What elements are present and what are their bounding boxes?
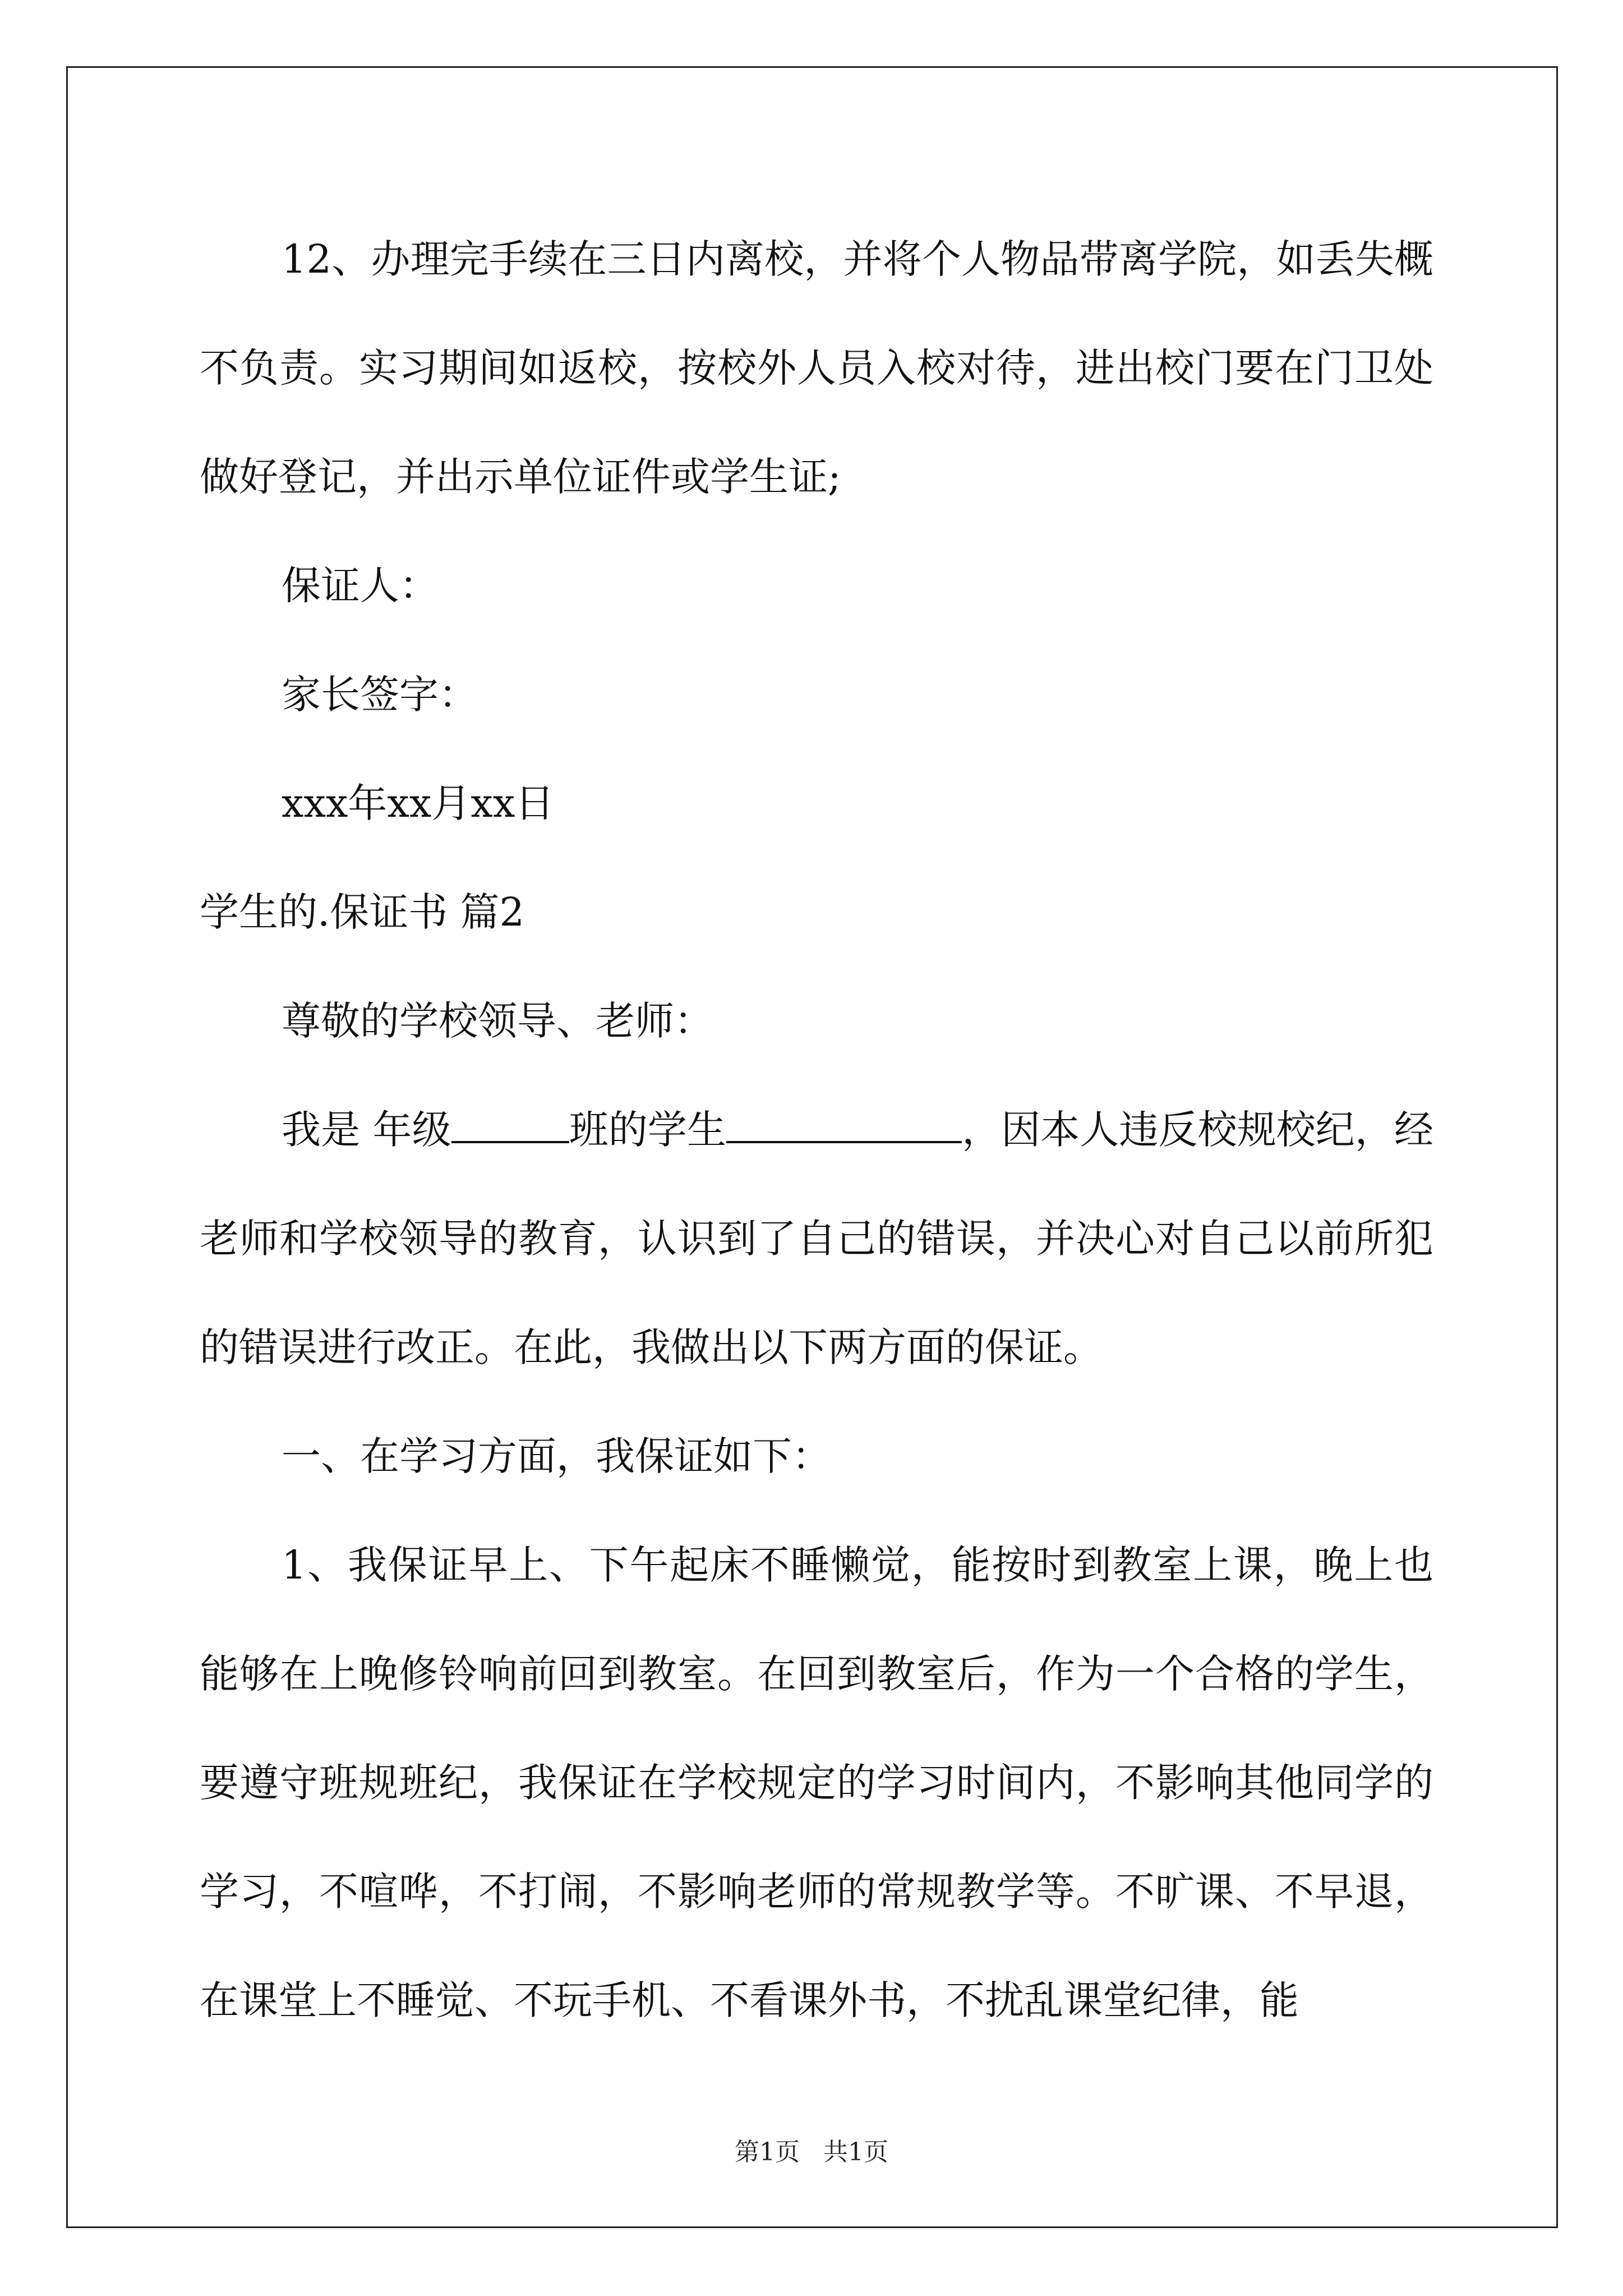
paragraph-item-12: 12、办理完手续在三日内离校，并将个人物品带离学院，如丢失概不负责。实习期间如返校，按校外人员入校对待，进出校门要在门卫处做好登记，并出示单位证件或学生证; [200, 236, 1433, 500]
guarantor-label: 保证人： [282, 563, 439, 609]
section-heading: 学生的.保证书 篇2 [200, 889, 525, 935]
statement-part-2: 班的学生 [569, 1107, 727, 1153]
document-body [200, 205, 1433, 2055]
salutation: 尊敬的学校领导、老师： [282, 998, 713, 1044]
statement-part-1: 我是 年级 [282, 1107, 451, 1153]
paragraph-item-1: 1、我保证早上、下午起床不睡懒觉，能按时到教室上课，晚上也能够在上晚修铃响前回到教室。在回到教室后，作为一个合格的学生，要遵守班规班纪，我保证在学校规定的学习时间内，不影响其他同学的学习，不喧哗，不打闹，不影响老师的常规教学等。不旷课、不早退，在课堂上不睡觉、不玩手机、不看课外书，不扰乱课堂纪律，能 [200, 1542, 1433, 2023]
page-footer: 第1页 共1页 [735, 2138, 888, 2166]
class-blank [451, 1102, 569, 1143]
statement-part-3: ，因本人违反校规校纪，经老师和学校领导的教育，认识到了自己的错误，并决心对自己以前所犯的错误进行改正。在此，我做出以下两方面的保证。 [200, 1107, 1434, 1370]
name-blank [726, 1102, 962, 1143]
parent-signature-label: 家长签字： [282, 671, 478, 717]
statement-paragraph [200, 1075, 1433, 1402]
date-line: xxx年xx月xx日 [282, 780, 555, 826]
study-section-title: 一、在学习方面，我保证如下： [282, 1433, 831, 1479]
